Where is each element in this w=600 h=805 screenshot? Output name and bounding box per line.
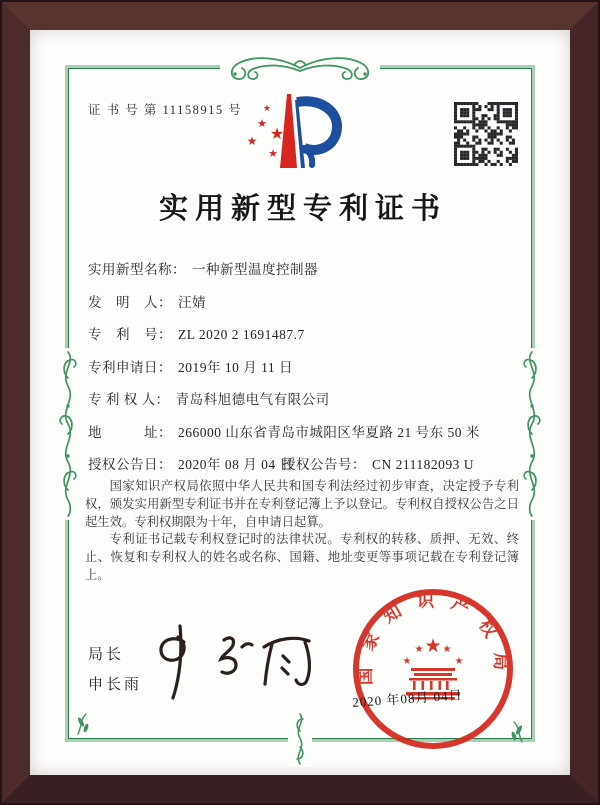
legal-paragraph-2: 专利证书记载专利权登记时的法律状况。专利权的转移、质押、无效、终止、恢复和专利权人的姓名或名称、国籍、地址变更等事项记载在专利登记簿上。 [85, 532, 519, 583]
field-label: 实用新型名称： [88, 262, 186, 277]
field-label: 专 利 号： [88, 327, 172, 342]
svg-text:★: ★ [454, 656, 464, 667]
qr-code [454, 102, 518, 166]
field-value: 2019年 10 月 11 日 [178, 360, 293, 375]
seal-emblem-stars [403, 635, 464, 667]
field-row-address [88, 421, 534, 441]
field-value: 汪婧 [178, 295, 206, 310]
wooden-frame [2, 2, 598, 803]
leaf-twig-left-icon [74, 712, 92, 736]
seal-date: 2020 年08月 04日 [351, 687, 464, 710]
field-value: CN 211182093 U [372, 457, 475, 472]
flourish-left-icon [56, 348, 80, 520]
field-row-name [88, 258, 534, 278]
svg-text:★: ★ [414, 644, 424, 655]
flourish-top-icon [220, 53, 380, 83]
field-row-patent-no [88, 323, 534, 343]
svg-text:★: ★ [268, 147, 278, 160]
svg-text:★: ★ [402, 656, 412, 667]
field-value: 一种新型温度控制器 [192, 262, 318, 277]
handwritten-signature-icon [142, 618, 342, 703]
officer-name: 申长雨 [88, 677, 143, 693]
field-value: 2020年 08 月 04 日 [178, 457, 294, 472]
certificate-number: 证 书 号 第 11158915 号 [88, 103, 243, 117]
legal-text [85, 478, 519, 585]
svg-text:★: ★ [262, 104, 272, 114]
certificate-body [30, 30, 570, 775]
field-label: 地 址： [88, 425, 172, 440]
field-value: 青岛科旭德电气有限公司 [175, 392, 330, 407]
field-row-grant [88, 453, 534, 473]
flourish-bottom-icon [288, 711, 312, 767]
svg-text:★: ★ [442, 644, 452, 655]
cnipa-logo-icon [240, 90, 360, 180]
officer-block [88, 640, 142, 700]
field-label: 授权公告日： [88, 457, 172, 472]
field-label: 授权公告号： [282, 457, 366, 472]
svg-text:★: ★ [269, 124, 285, 143]
field-label: 发 明 人： [88, 295, 172, 310]
legal-paragraph-1: 国家知识产权局依照中华人民共和国专利法经过初步审查，决定授予专利权，颁发实用新型专利证书并在专利登记簿上予以登记。专利权自授权公告之日起生效。专利权期限为十年，自申请日起算。 [85, 479, 519, 529]
field-pair-grant-no [282, 453, 474, 473]
seal-ring-text: 国家知识产权局 [354, 590, 512, 686]
field-label: 专利申请日： [88, 360, 172, 375]
field-row-patentee [88, 388, 534, 408]
field-row-inventor [88, 291, 534, 311]
svg-text:★: ★ [246, 134, 258, 148]
certificate-title: 实用新型专利证书 [158, 193, 447, 225]
field-label: 专 利 权 人： [88, 392, 170, 407]
official-seal-icon [350, 586, 516, 752]
officer-title: 局长 [88, 647, 125, 663]
field-value: ZL 2020 2 1691487.7 [178, 327, 305, 342]
field-row-filing-date [88, 356, 534, 376]
svg-text:★: ★ [257, 117, 267, 130]
svg-text:★: ★ [424, 635, 442, 657]
field-value: 266000 山东省青岛市城阳区华夏路 21 号东 50 米 [178, 425, 480, 440]
